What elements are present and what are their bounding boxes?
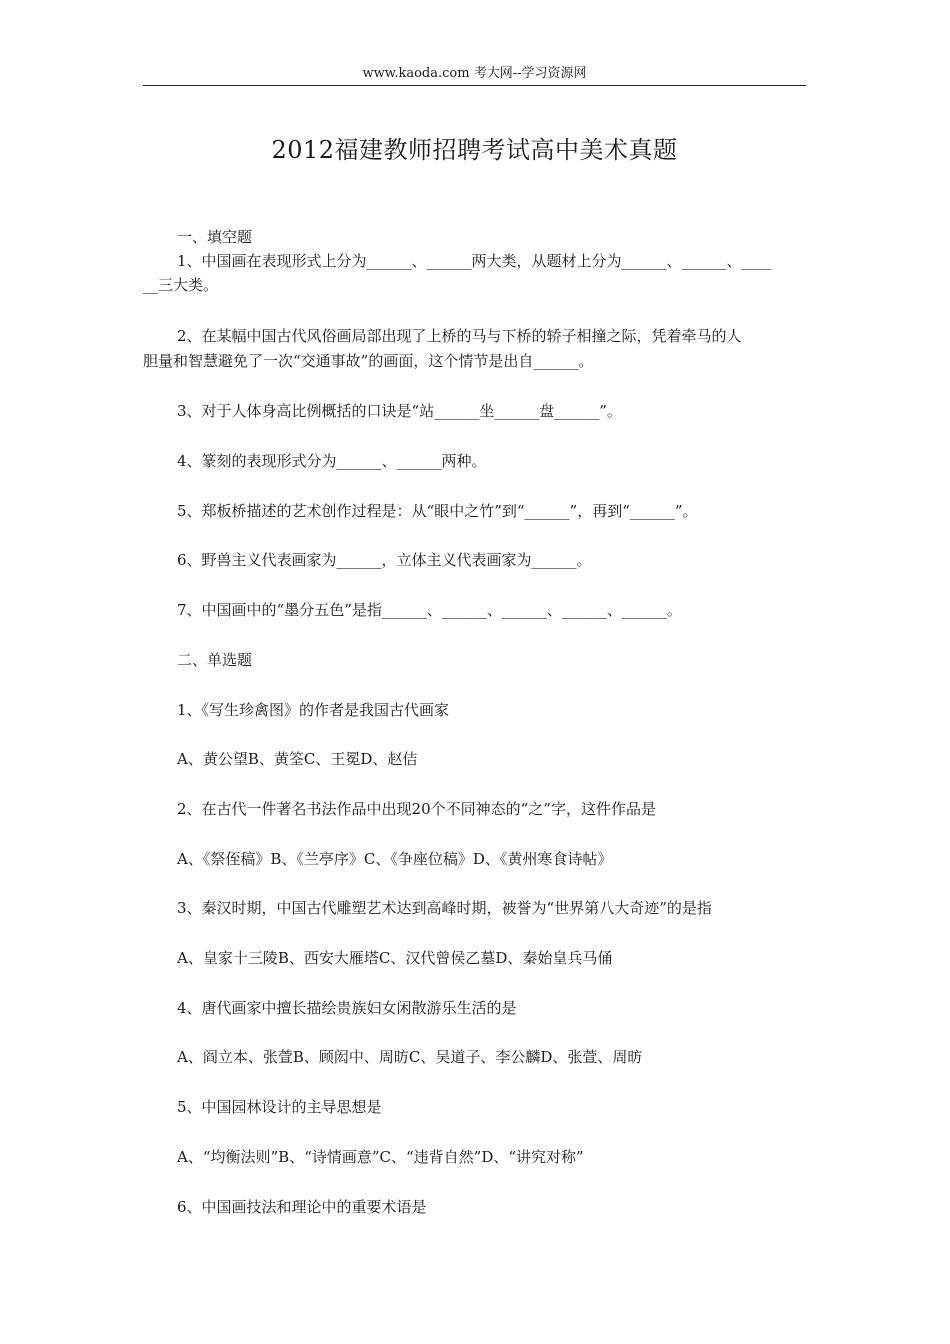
question-line: 4、篆刻的表现形式分为______、______两种。 xyxy=(177,452,487,470)
page-header: www.kaoda.com 考大网--学习资源网 xyxy=(362,66,587,81)
answer-options: A、“均衡法则”B、“诗情画意”C、“违背自然”D、“讲究对称” xyxy=(177,1148,584,1166)
answer-options: A、皇家十三陵B、西安大雁塔C、汉代曾侯乙墓D、秦始皇兵马俑 xyxy=(177,949,613,967)
answer-options: A、阎立本、张萱B、顾闳中、周昉C、吴道子、李公麟D、张萱、周昉 xyxy=(177,1048,643,1066)
question-line: 6、中国画技法和理论中的重要术语是 xyxy=(177,1198,427,1216)
answer-options: A、黄公望B、黄筌C、王冕D、赵佶 xyxy=(177,750,418,768)
section-heading-fill-in: 一、填空题 xyxy=(177,228,253,246)
question-line: 6、野兽主义代表画家为______，立体主义代表画家为______。 xyxy=(177,551,592,569)
question-line: 5、中国园林设计的主导思想是 xyxy=(177,1098,382,1116)
question-line: 4、唐代画家中擅长描绘贵族妇女闲散游乐生活的是 xyxy=(177,999,517,1017)
question-line: 1、中国画在表现形式上分为______、______两大类，从题材上分为______、______、____ xyxy=(177,252,772,270)
question-line: __三大类。 xyxy=(143,276,219,294)
question-line: 2、在某幅中国古代风俗画局部出现了上桥的马与下桥的轿子相撞之际，凭着牵马的人 xyxy=(177,327,742,345)
document-title: 2012福建教师招聘考试高中美术真题 xyxy=(271,136,678,164)
question-line: 2、在古代一件著名书法作品中出现20个不同神态的“之”字，这件作品是 xyxy=(177,800,656,818)
header-rule xyxy=(143,85,806,86)
question-line: 7、中国画中的“墨分五色”是指______、______、______、______、______。 xyxy=(177,601,682,619)
question-line: 胆量和智慧避免了一次“交通事故”的画面，这个情节是出自______。 xyxy=(143,352,594,370)
answer-options: A、《祭侄稿》B、《兰亭序》C、《争座位稿》D、《黄州寒食诗帖》 xyxy=(177,850,613,868)
section-heading-single-choice: 二、单选题 xyxy=(177,651,253,669)
question-line: 5、郑板桥描述的艺术创作过程是：从“眼中之竹”到“______”，再到“______”。 xyxy=(177,502,698,520)
question-line: 3、对于人体身高比例概括的口诀是“站______坐______盘______”。 xyxy=(177,402,622,420)
question-line: 3、秦汉时期，中国古代雕塑艺术达到高峰时期，被誉为“世界第八大奇迹”的是指 xyxy=(177,899,712,917)
question-line: 1、《写生珍禽图》的作者是我国古代画家 xyxy=(177,701,450,719)
